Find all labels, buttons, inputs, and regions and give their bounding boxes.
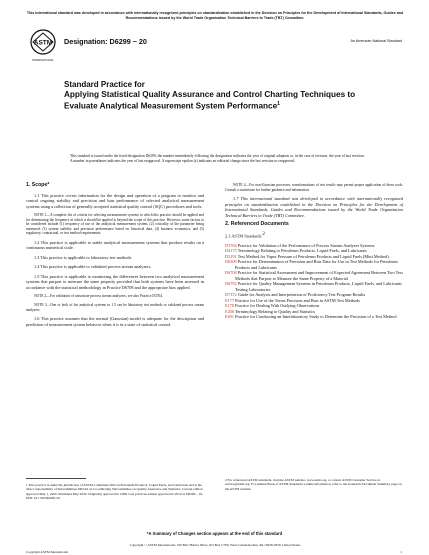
document-title bbox=[64, 90, 384, 111]
title-footnote-marker: 1 bbox=[277, 100, 280, 107]
paragraph-1-2: 1.2 This practice is applicable to stable analytical measurement systems that produce results on a continuous numerical scale. bbox=[26, 239, 204, 251]
reference-link[interactable]: E177 bbox=[225, 297, 235, 303]
reference-link[interactable]: E178 bbox=[225, 303, 235, 309]
note-4: NOTE 4—For non-Gaussian processes, transformations of test results may permit proper application of these tools. Consult a statistician for further guidance and information. bbox=[225, 183, 403, 192]
reference-link[interactable]: D7372 bbox=[225, 292, 237, 298]
reference-title: Practice for Quality Management Systems in Petroleum Products, Liquid Fuels, and Lubricants Testing Laboratories bbox=[235, 281, 402, 292]
reference-title: Terminology Relating to Quality and Statistics bbox=[235, 308, 316, 314]
astm-standards-label bbox=[225, 232, 403, 239]
footnote-1: 1 This practice is under the jurisdiction of ASTM Committee D02 on Petroleum Products, Liquid Fuels, and Lubricants and is the direct responsibility of Subcommittee D02.94 on Coordinating Subcommittee on Quality Assurance and Statistics. Current edition approved May 1, 2020. Published May 2020. Originally approved in 1998. Last previous edition approved in 2019 as D6299 – 19. DOI: 10.1520/D6299-20. bbox=[26, 483, 203, 501]
reference-title: Practice for Use of the Terms Precision and Bias in ASTM Test Methods bbox=[235, 297, 360, 303]
reference-title: Test Method for Vapor Pressure of Petroleum Products and Liquid Fuels (Mini Method) bbox=[237, 253, 389, 259]
reference-link[interactable]: D6708 bbox=[225, 270, 237, 276]
svg-text:ASTM: ASTM bbox=[33, 39, 53, 47]
standards-notice: This international standard was developed in accordance with internationally recognized principles on standardization established in the Decision on Principles for the Development of International Standards, Guides and Recommendations issued by the World Trade Organization Technical Barriers to Trade (TBT) Committee. bbox=[26, 11, 404, 20]
paragraph-1-3: 1.3 This practice is applicable to laboratory test methods. bbox=[34, 254, 133, 260]
reference-list bbox=[225, 243, 403, 320]
reference-link[interactable]: D5191 bbox=[225, 253, 237, 259]
paragraph-1-4: 1.4 This practice is applicable to validated process stream analyzers. bbox=[34, 264, 152, 270]
standard-practice-label: Standard Practice for bbox=[64, 80, 145, 89]
note-2: NOTE 2—For validation of univariate process stream analyzers, see also Practice D3764. bbox=[34, 294, 164, 299]
scope-heading: 1. Scope* bbox=[26, 182, 50, 188]
paragraph-1-1: 1.1 This practice covers information for the design and operation of a program to monitor and control ongoing stability and precision and bias performance of selected analytical measurement systems using a collection of generally accepted statistical quality control (SQC) procedures and tools. bbox=[26, 192, 204, 209]
reference-title: Practice for Conducting an Interlaboratory Study to Determine the Precision of a Test Method bbox=[235, 314, 397, 320]
page-number: 1 bbox=[400, 550, 402, 554]
reference-item bbox=[225, 259, 403, 270]
reference-title: Terminology Relating to Petroleum Products, Liquid Fuels, and Lubricants bbox=[237, 248, 367, 254]
astm-standards-text: 2.1 ASTM Standards: bbox=[225, 233, 263, 239]
footnote-divider bbox=[26, 478, 86, 479]
american-national-standard-label: An American National Standard bbox=[350, 39, 402, 43]
document-title-text: Applying Statistical Quality Assurance and Control Charting Techniques to Evaluate Analytical Measurement System Performance bbox=[64, 90, 356, 111]
reference-title: Practice for Determination of Precision and Bias Data for Use in Test Methods for Petroleum Products and Lubricants bbox=[235, 259, 398, 270]
copyright-line: Copyright © ASTM International, 100 Barr Harbor Drive, PO Box C700, West Conshohocken, PA 19428-2959. United States bbox=[129, 543, 301, 547]
footnote-right bbox=[225, 478, 403, 491]
reference-item bbox=[225, 314, 403, 320]
reference-title: Practice for Validation of the Performance of Process Stream Analyzer Systems bbox=[237, 242, 375, 248]
reference-title: Guide for Analysis and Interpretation of Proficiency Test Program Results bbox=[237, 292, 366, 298]
designation: Designation: D6299 − 20 bbox=[64, 37, 147, 46]
footnote-left bbox=[26, 478, 204, 501]
reference-link[interactable]: E691 bbox=[225, 314, 235, 320]
left-column bbox=[26, 183, 204, 331]
paragraph-1-5: 1.5 This practice is applicable to monitoring the differences between two analytical measurement systems that purport to measure the same property provided that both systems have been assessed in accordance with the statistical methodology in Practice D6708 and the appropriate bias applied. bbox=[26, 273, 204, 290]
reference-item bbox=[225, 281, 403, 292]
reference-title: Practice for Statistical Assessment and Improvement of Expected Agreement Between Two Test Methods that Purport to Measure the Same Property of a Material bbox=[235, 270, 403, 281]
copyright-owner: Copyright ASTM International bbox=[26, 550, 69, 554]
reference-link[interactable]: D3764 bbox=[225, 242, 237, 248]
footnote-2: 2 For referenced ASTM standards, visit the ASTM website, www.astm.org, or contact ASTM Customer Service at service@astm.org. For Annual Book of ASTM Standards volume information, refer to the standard's Document Summary page on the ASTM website. bbox=[225, 478, 402, 491]
note-3: NOTE 3—One or both of the analytical systems in 1.5 can be laboratory test methods or validated process stream analyzers. bbox=[26, 303, 204, 312]
referenced-documents-heading: 2. Referenced Documents bbox=[225, 221, 289, 228]
astm-logo bbox=[28, 29, 58, 64]
reference-link[interactable]: E456 bbox=[225, 308, 235, 314]
reference-link[interactable]: D6300 bbox=[225, 259, 237, 265]
right-column bbox=[225, 183, 403, 320]
astm-standards-footnote-marker: 2 bbox=[262, 231, 265, 237]
svg-text:INTERNATIONAL: INTERNATIONAL bbox=[32, 59, 54, 62]
reference-title: Practice for Dealing With Outlying Observations bbox=[235, 303, 320, 309]
reference-link[interactable]: D6792 bbox=[225, 281, 237, 287]
issue-note: This standard is issued under the fixed designation D6299; the number immediately following the designation indicates the year of original adoption or, in the case of revision, the year of last revision. A number in parentheses indicates the year of last reapproval. A superscript epsilon (ε) indicates an editorial change since the last revision or reapproval. bbox=[70, 154, 365, 163]
reference-item bbox=[225, 270, 403, 281]
note-1: NOTE 1—A complete list of criteria for selecting measurement systems to which this practice should be applied and for determining the frequency at which it should be applied is beyond the scope of this practice. However, some factors to be considered include (1) frequency of use of the analytical measurement system, (2) criticality of the parameter being measured, (3) system stability and precision performance based on historical data, (4) business economics, and (5) regulatory, contractual, or test method requirements. bbox=[26, 213, 204, 236]
reference-link[interactable]: D4175 bbox=[225, 248, 237, 254]
title-block bbox=[64, 80, 384, 111]
paragraph-1-7: 1.7 This international standard was developed in accordance with internationally recognized principles on standardization established in the Decision on Principles for the Development of International Standards, Guides and Recommendations issued by the World Trade Organization Technical Barriers to Trade (TBT) Committee. bbox=[225, 196, 403, 218]
paragraph-1-6: 1.6 This practice assumes that the normal (Gaussian) model is adequate for the description and prediction of measurement system behavior when it is in a state of statistical control. bbox=[26, 316, 204, 327]
summary-of-changes-note: *A Summary of Changes section appears at the end of this standard bbox=[146, 531, 283, 536]
